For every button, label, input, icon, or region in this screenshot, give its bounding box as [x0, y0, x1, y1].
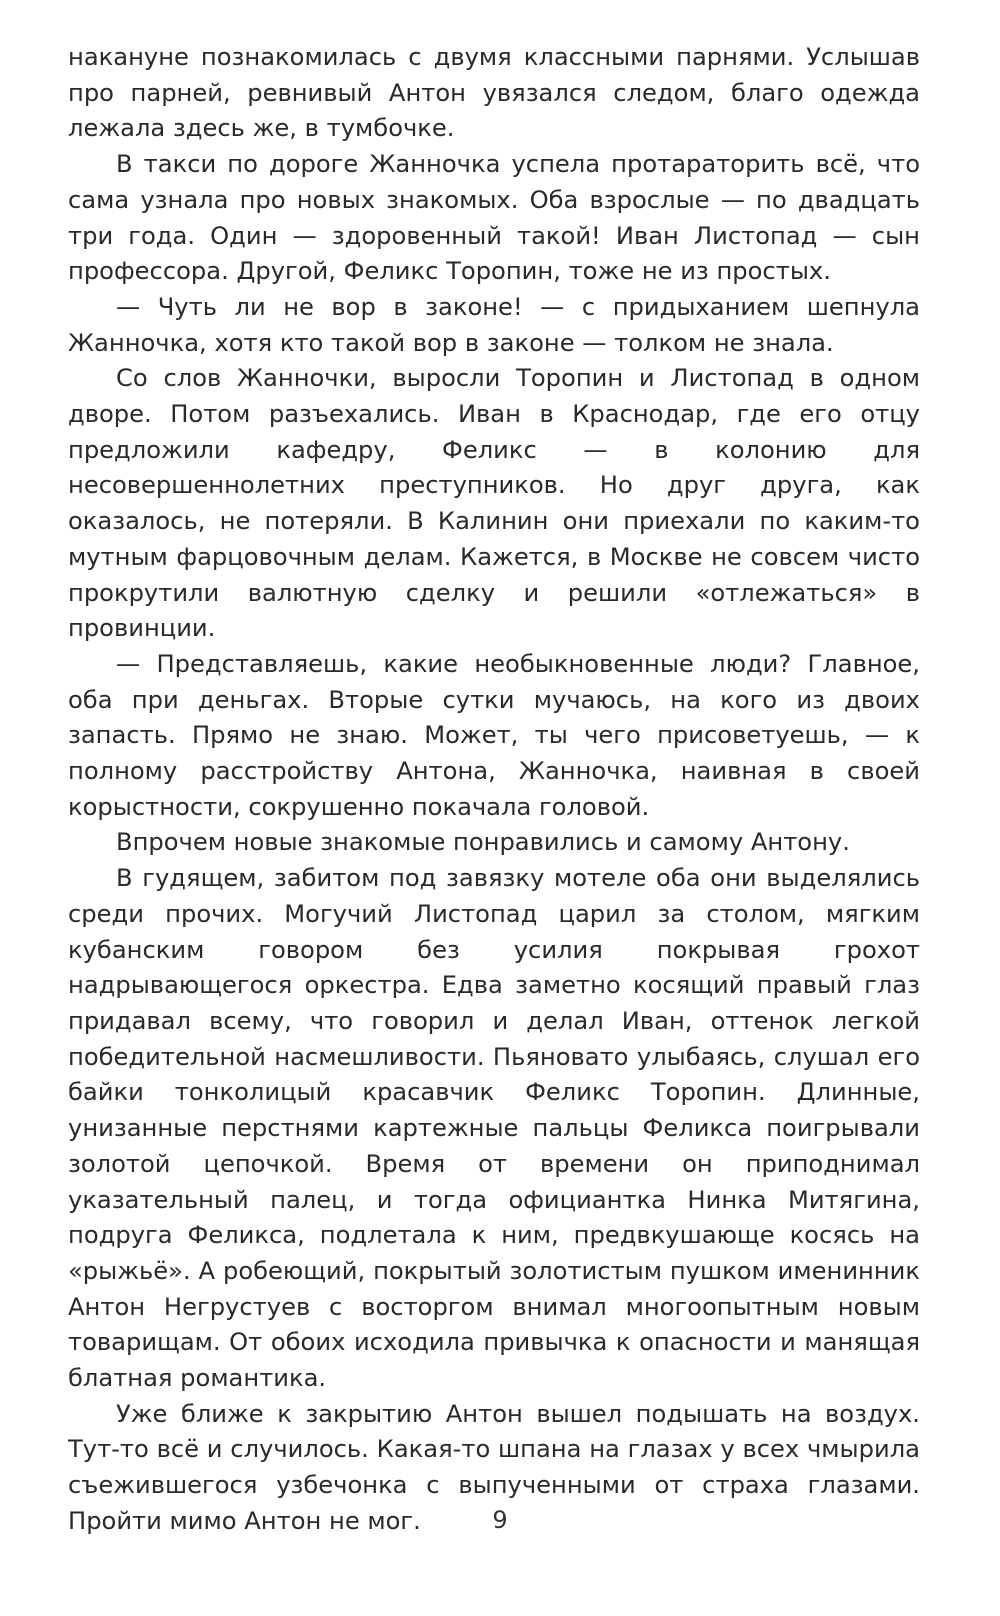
paragraph-dialogue: — Представляешь, какие необыкновенные люди? Главное, оба при деньгах. Вторые сутки мучаюсь, на кого из двоих запасть. Прямо не знаю. Может, ты чего присоветуешь, — к полному расстройству Антона, Жанночка, наивная в своей корыстности, сокрушенно покачала головой. — [68, 649, 920, 821]
paragraph: В такси по дороге Жанночка успела протараторить всё, что сама узнала про новых знакомых. Оба взрослые — по двадцать три года. Один — здоровенный такой! Иван Листопад — сын профессора. Другой, Феликс Торопин, тоже не из простых. — [68, 150, 920, 286]
paragraph: В гудящем, забитом под завязку мотеле оба они выделялись среди прочих. Могучий Листопад царил за столом, мягким кубанским говором без усилия покрывая грохот надрывающегося оркестра. Едва заметно косящий правый глаз придавал всему, что говорил и делал Иван, оттенок легкой победительной насмешливости. Пьяновато улыбаясь, слушал его байки тонколицый красавчик Феликс Торопин. Длинные, унизанные перстнями картежные пальцы Феликса поигрывали золотой цепочкой. Время от времени он приподнимал указательный палец, и тогда официантка Нинка Митягина, подруга Феликса, подлетала к ним, предвкушающе косясь на «рыжьё». А робеющий, покрытый золотистым пушком именинник Антон Негрустуев с восторгом внимал многоопытным новым товарищам. От обоих исходила привычка к опасности и манящая блатная романтика. — [68, 864, 920, 1393]
paragraph-continuation: накануне познакомилась с двумя классными парнями. Услышав про парней, ревнивый Антон увязался следом, благо одежда лежала здесь же, в тумбочке. — [68, 43, 920, 143]
paragraph: Впрочем новые знакомые понравились и самому Антону. — [116, 828, 850, 857]
paragraph: Со слов Жанночки, выросли Торопин и Листопад в одном дворе. Потом разъехались. Иван в Краснодар, где его отцу предложили кафедру, Феликс — в колонию для несовершеннолетних преступников. Но друг друга, как оказалось, не потеряли. В Калинин они приехали по каким-то мутным фарцовочным делам. Кажется, в Москве не совсем чисто прокрутили валютную сделку и решили «отлежаться» в провинции. — [68, 364, 920, 643]
page-number: 9 — [492, 1506, 508, 1534]
paragraph-dialogue: — Чуть ли не вор в законе! — с придыханием шепнула Жанночка, хотя кто такой вор в законе — толком не знала. — [68, 292, 920, 357]
body-text — [68, 40, 920, 1540]
paragraph: Уже ближе к закрытию Антон вышел подышать на воздух. Тут-то всё и случилось. Какая-то шпана на глазах у всех чмырила съежившегося узбечонка с выпученными от страха глазами. Пройти мимо Антон не мог. — [68, 1399, 920, 1535]
